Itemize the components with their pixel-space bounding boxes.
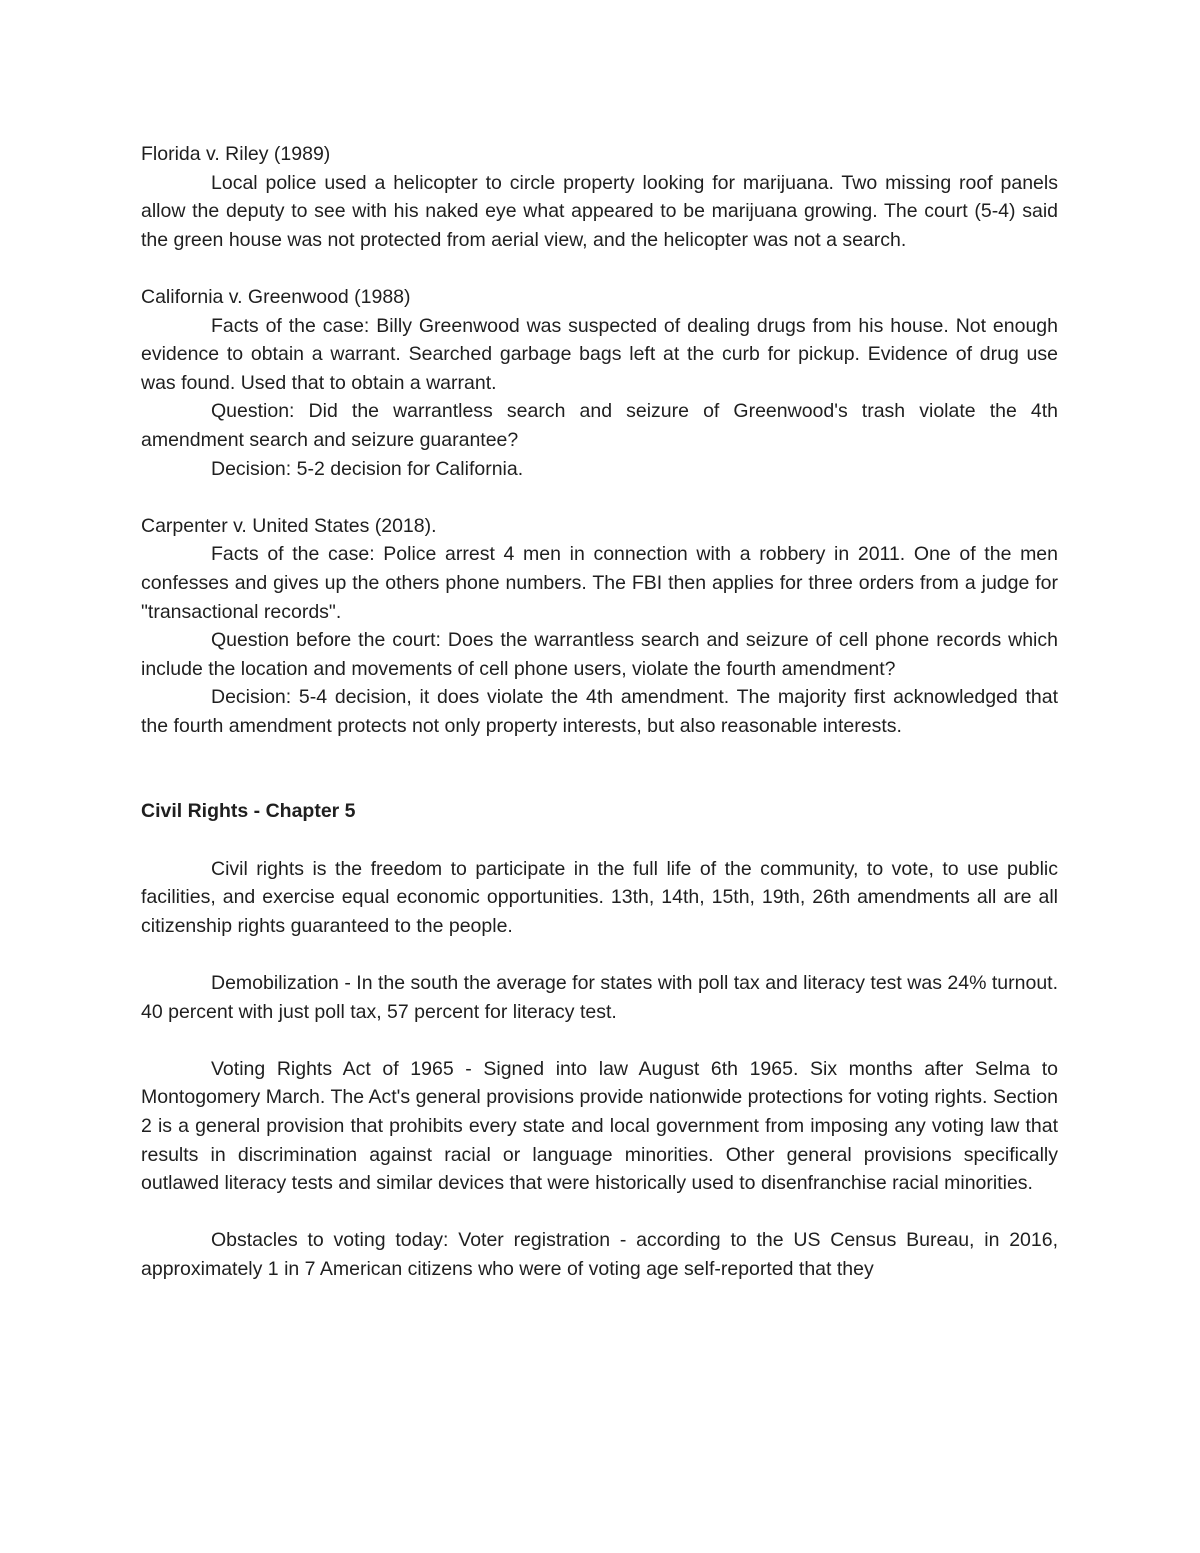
paragraph-demobilization: Demobilization - In the south the average for states with poll tax and literacy test was 24% turnout. 40 percent with just poll tax, 57 percent for literacy test. (141, 972, 1058, 1023)
paragraph-obstacles-to-voting: Obstacles to voting today: Voter registration - according to the US Census Bureau, in 2016, approximately 1 in 7 American citizens who were of voting age self-reported that they (141, 1229, 1058, 1280)
case-title-carpenter-v-united-states: Carpenter v. United States (2018). (141, 514, 437, 537)
spacer (141, 483, 1058, 512)
case-summary-florida-v-riley: Local police used a helicopter to circle property looking for marijuana. Two missing roof panels allow the deputy to see with his naked eye what appeared to be marijuana growing. The court (5-4) said the green house was not protected from aerial view, and the helicopter was not a search. (141, 171, 1058, 251)
case-facts-carpenter: Facts of the case: Police arrest 4 men in connection with a robbery in 2011. One of the men confesses and gives up the others phone numbers. The FBI then applies for three orders from a judge for "transactional records". (141, 543, 1058, 623)
case-decision-greenwood: Decision: 5-2 decision for California. (211, 457, 524, 480)
case-question-greenwood: Question: Did the warrantless search and seizure of Greenwood's trash violate the 4th amendment search and seizure guarantee? (141, 400, 1058, 451)
spacer (141, 1198, 1058, 1227)
spacer (141, 826, 1058, 855)
case-title-california-v-greenwood: California v. Greenwood (1988) (141, 285, 411, 308)
case-title-florida-v-riley: Florida v. Riley (1989) (141, 143, 331, 165)
paragraph-civil-rights-definition: Civil rights is the freedom to participate in the full life of the community, to vote, to use public facilities, and exercise equal economic opportunities. 13th, 14th, 15th, 19th, 26th amendments all are all citizenship rights guaranteed to the people. (141, 857, 1058, 937)
document-page (141, 140, 1058, 1284)
paragraph-voting-rights-act: Voting Rights Act of 1965 - Signed into law August 6th 1965. Six months after Selma to Montogomery March. The Act's general provisions provide nationwide protections for voting rights. Section 2 is a general provision that prohibits every state and local government from imposing any voting law that results in discrimination against racial or language minorities. Other general provisions specifically outlawed literacy tests and similar devices that were historically used to disenfranchise racial minorities. (141, 1057, 1058, 1195)
case-question-carpenter: Question before the court: Does the warrantless search and seizure of cell phone records which include the location and movements of cell phone users, violate the fourth amendment? (141, 629, 1058, 680)
spacer (141, 254, 1058, 283)
spacer (141, 1026, 1058, 1055)
case-facts-greenwood: Facts of the case: Billy Greenwood was suspected of dealing drugs from his house. Not enough evidence to obtain a warrant. Searched garbage bags left at the curb for pickup. Evidence of drug use was found. Used that to obtain a warrant. (141, 314, 1058, 394)
spacer (141, 940, 1058, 969)
spacer (141, 740, 1058, 797)
case-decision-carpenter: Decision: 5-4 decision, it does violate the 4th amendment. The majority first acknowledged that the fourth amendment protects not only property interests, but also reasonable interests. (141, 686, 1058, 737)
section-heading-civil-rights: Civil Rights - Chapter 5 (141, 800, 356, 823)
